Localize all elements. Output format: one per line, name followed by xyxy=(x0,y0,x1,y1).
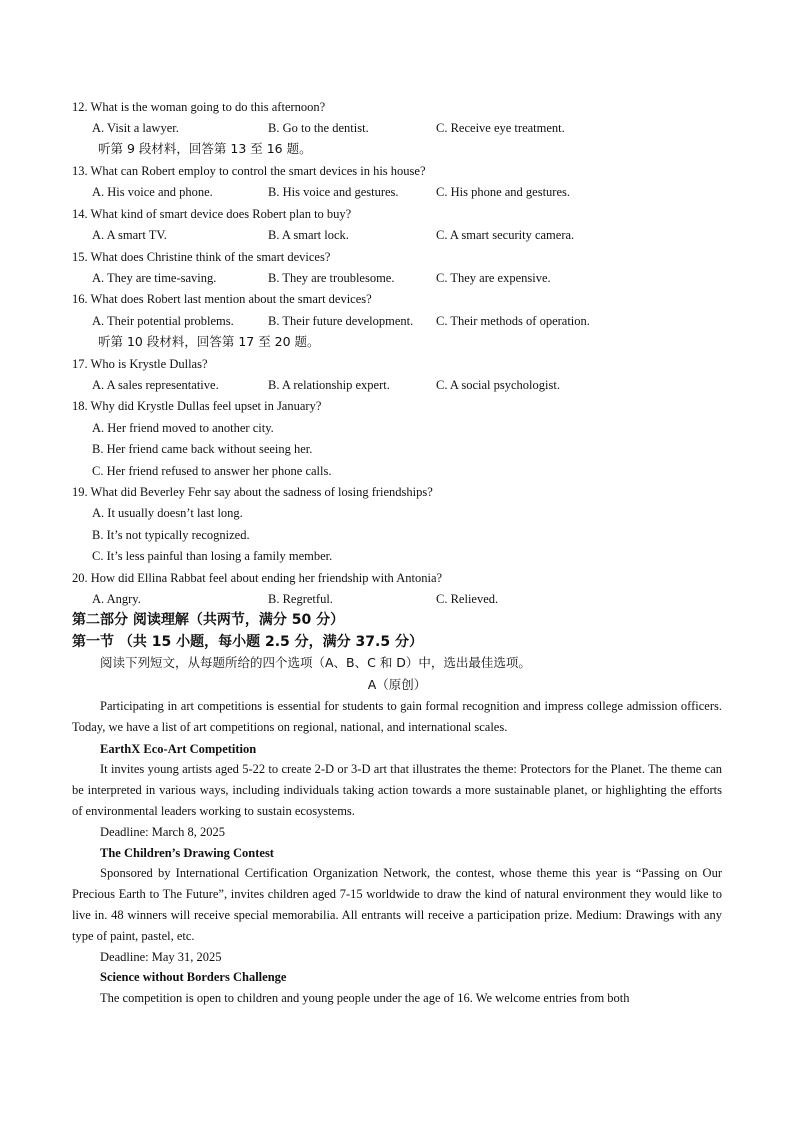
q16-option-b: B. Their future development. xyxy=(268,314,414,328)
q20-option-a: A. Angry. xyxy=(92,592,141,606)
competition-1-deadline: Deadline: March 8, 2025 xyxy=(100,825,225,839)
q20-option-c: C. Relieved. xyxy=(436,592,499,606)
question-16: 16. What does Robert last mention about the smart devices? xyxy=(72,292,372,306)
question-17: 17. Who is Krystle Dullas? xyxy=(72,357,208,371)
q19-option-b: B. It’s not typically recognized. xyxy=(92,528,250,542)
q15-option-c: C. They are expensive. xyxy=(436,271,551,285)
q14-option-b: B. A smart lock. xyxy=(268,228,349,242)
passage-title-text: A（原创） xyxy=(367,677,427,692)
q12-option-b: B. Go to the dentist. xyxy=(268,121,369,135)
question-13: 13. What can Robert employ to control the smart devices in his house? xyxy=(72,164,426,178)
question-12: 12. What is the woman going to do this afternoon? xyxy=(72,100,326,114)
q12-option-a: A. Visit a lawyer. xyxy=(92,121,179,135)
q13-option-b: B. His voice and gestures. xyxy=(268,185,399,199)
question-15: 15. What does Christine think of the smart devices? xyxy=(72,250,331,264)
q15-option-a: A. They are time-saving. xyxy=(92,271,217,285)
section-one-heading: 第一节 （共 15 小题，每小题 2.5 分，满分 37.5 分） xyxy=(72,634,423,650)
q17-option-c: C. A social psychologist. xyxy=(436,378,560,392)
question-20: 20. How did Ellina Rabbat feel about ending her friendship with Antonia? xyxy=(72,571,443,585)
q14-option-a: A. A smart TV. xyxy=(92,228,167,242)
competition-3-body: The competition is open to children and young people under the age of 16. We welcome entries from both xyxy=(100,991,630,1005)
intro-paragraph: Participating in art competitions is essential for students to gain formal recognition and impress college admission officers. Today, we have a list of art competitions on regional, national, and international scales. xyxy=(72,699,722,734)
q16-option-a: A. Their potential problems. xyxy=(92,314,234,328)
q18-option-c: C. Her friend refused to answer her phone calls. xyxy=(92,464,332,478)
q16-option-c: C. Their methods of operation. xyxy=(436,314,590,328)
question-19: 19. What did Beverley Fehr say about the sadness of losing friendships? xyxy=(72,485,433,499)
reading-instruction: 阅读下列短文，从每题所给的四个选项（A、B、C 和 D）中，选出最佳选项。 xyxy=(100,655,531,670)
q17-option-b: B. A relationship expert. xyxy=(268,378,390,392)
question-18: 18. Why did Krystle Dullas feel upset in January? xyxy=(72,399,322,413)
competition-2-title: The Children’s Drawing Contest xyxy=(100,846,274,860)
q19-option-a: A. It usually doesn’t last long. xyxy=(92,506,243,520)
competition-1-title: EarthX Eco-Art Competition xyxy=(100,742,257,756)
q18-option-b: B. Her friend came back without seeing her. xyxy=(92,442,313,456)
q17-option-a: A. A sales representative. xyxy=(92,378,219,392)
competition-2-body: Sponsored by International Certification Organization Network, the contest, whose theme this year is “Passing on Our Precious Earth to The Future”, invites children aged 7-15 worldwide to draw the kind of natural environment they would like to live in. 48 winners will receive special memorabilia. All entrants will receive a participation prize. Medium: Drawings with any type of paint, pastel, etc. xyxy=(72,866,722,943)
q13-option-c: C. His phone and gestures. xyxy=(436,185,571,199)
q12-option-c: C. Receive eye treatment. xyxy=(436,121,565,135)
competition-2-deadline: Deadline: May 31, 2025 xyxy=(100,950,222,964)
question-14: 14. What kind of smart device does Robert plan to buy? xyxy=(72,207,352,221)
part-two-heading: 第二部分 阅读理解（共两节，满分 50 分） xyxy=(72,612,345,628)
passage-title xyxy=(0,677,794,693)
q14-option-c: C. A smart security camera. xyxy=(436,228,575,242)
q13-option-a: A. His voice and phone. xyxy=(92,185,213,199)
q20-option-b: B. Regretful. xyxy=(268,592,333,606)
q18-option-a: A. Her friend moved to another city. xyxy=(92,421,274,435)
q19-option-c: C. It’s less painful than losing a family member. xyxy=(92,549,333,563)
q15-option-b: B. They are troublesome. xyxy=(268,271,395,285)
competition-1-body: It invites young artists aged 5-22 to create 2-D or 3-D art that illustrates the theme: Protectors for the Planet. The theme can be interpreted in various ways, including individuals taking action towards a more sustainable planet, or highlighting the efforts of environmental leaders working to sustain ecosystems. xyxy=(72,762,722,818)
listening-instruction-9: 听第 9 段材料，回答第 13 至 16 题。 xyxy=(98,141,312,156)
listening-instruction-10: 听第 10 段材料，回答第 17 至 20 题。 xyxy=(98,334,320,349)
competition-3-title: Science without Borders Challenge xyxy=(100,970,287,984)
